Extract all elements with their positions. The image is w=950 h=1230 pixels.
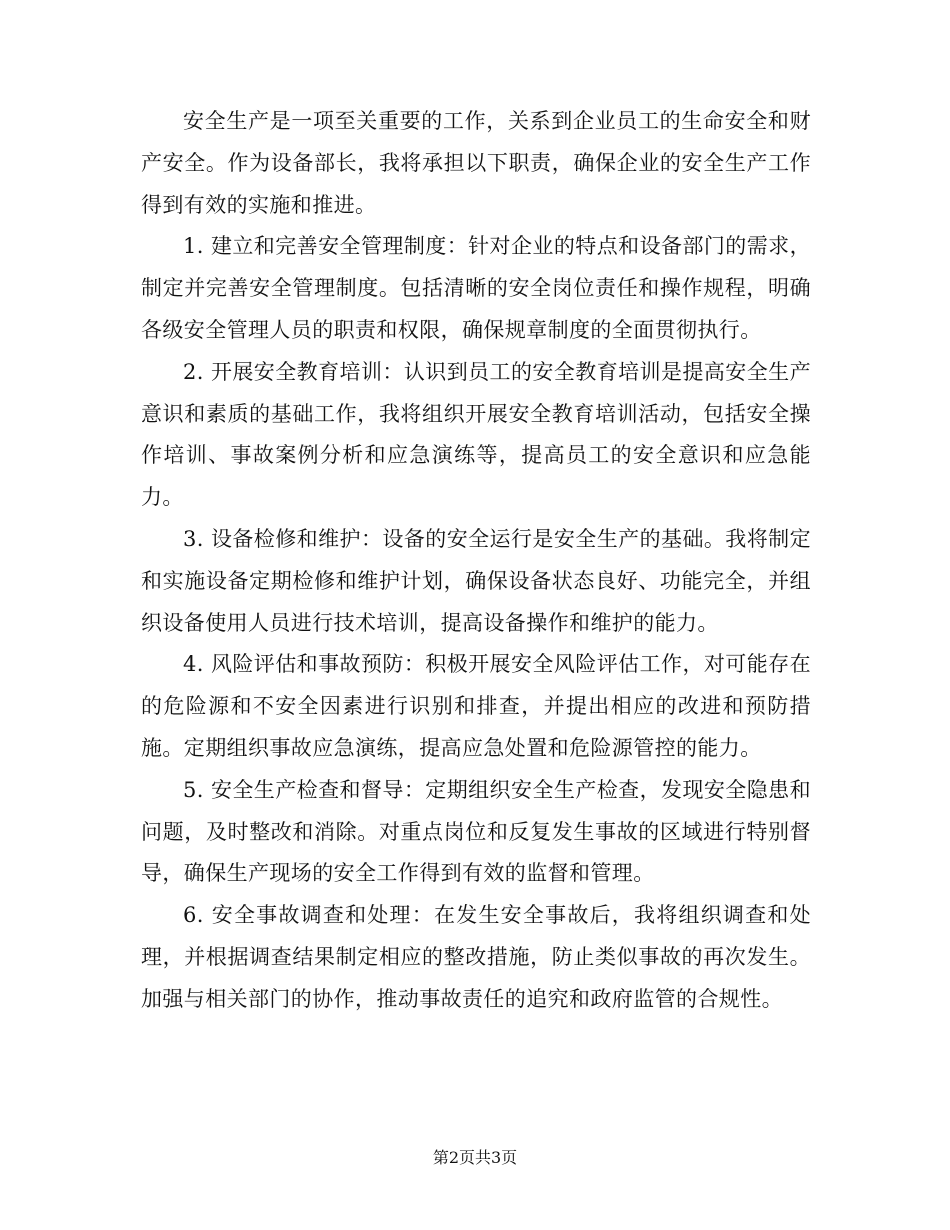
document-body (141, 101, 811, 1021)
duty-1-paragraph: 1. 建立和完善安全管理制度：针对企业的特点和设备部门的需求，制定并完善安全管理制度。包括清晰的安全岗位责任和操作规程，明确各级安全管理人员的职责和权限，确保规章制度的全面贯彻执行。 (141, 234, 811, 342)
intro-paragraph: 安全生产是一项至关重要的工作，关系到企业员工的生命安全和财产安全。作为设备部长，我将承担以下职责，确保企业的安全生产工作得到有效的实施和推进。 (141, 109, 811, 217)
page-number-footer: 第2页共3页 (432, 1148, 518, 1167)
duty-3-paragraph: 3. 设备检修和维护：设备的安全运行是安全生产的基础。我将制定和实施设备定期检修和维护计划，确保设备状态良好、功能完全，并组织设备使用人员进行技术培训，提高设备操作和维护的能力。 (141, 526, 811, 635)
duty-6-paragraph: 6. 安全事故调查和处理：在发生安全事故后，我将组织调查和处理，并根据调查结果制定相应的整改措施，防止类似事故的再次发生。加强与相关部门的协作，推动事故责任的追究和政府监管的合规性。 (141, 903, 811, 1011)
duty-4-paragraph: 4. 风险评估和事故预防：积极开展安全风险评估工作，对可能存在的危险源和不安全因素进行识别和排查，并提出相应的改进和预防措施。定期组织事故应急演练，提高应急处置和危险源管控的能力。 (141, 652, 811, 760)
duty-2-paragraph: 2. 开展安全教育培训：认识到员工的安全教育培训是提高安全生产意识和素质的基础工作，我将组织开展安全教育培训活动，包括安全操作培训、事故案例分析和应急演练等，提高员工的安全意识和应急能力。 (141, 359, 811, 510)
duty-5-paragraph: 5. 安全生产检查和督导：定期组织安全生产检查，发现安全隐患和问题，及时整改和消除。对重点岗位和反复发生事故的区域进行特别督导，确保生产现场的安全工作得到有效的监督和管理。 (141, 777, 811, 886)
